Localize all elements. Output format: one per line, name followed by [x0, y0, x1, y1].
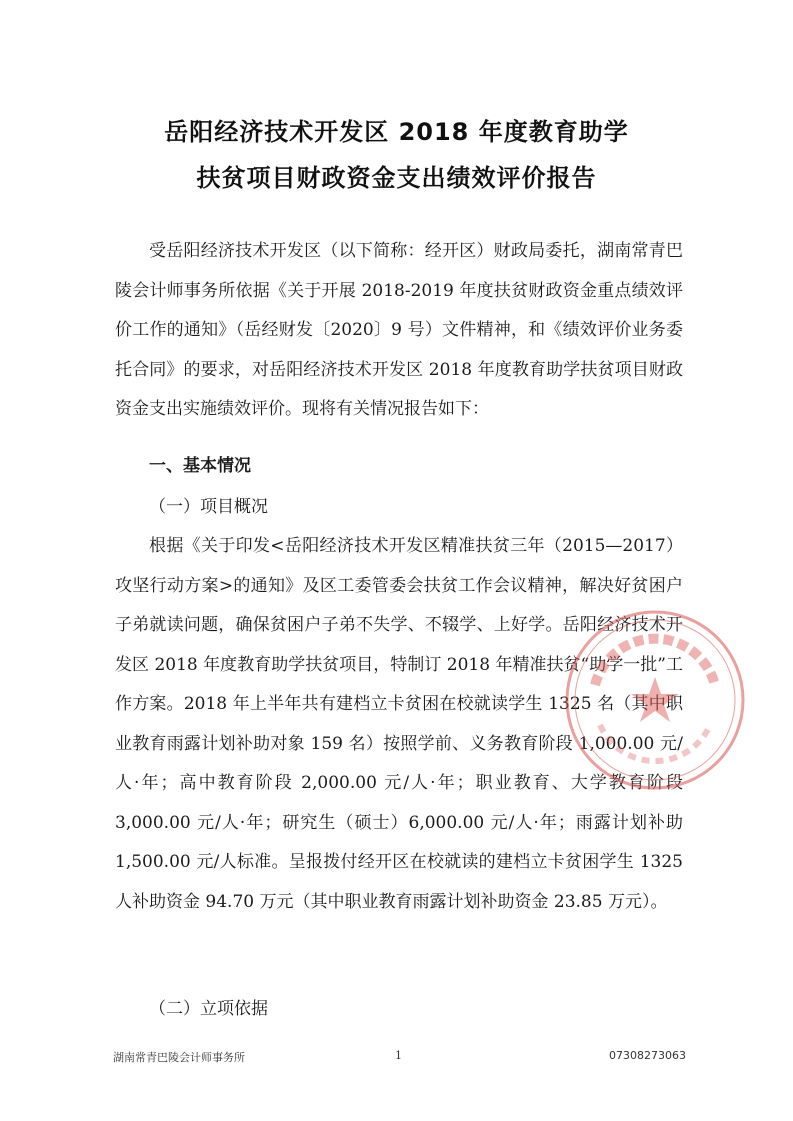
subsection-heading-project-basis: （二）立项依据: [149, 999, 268, 1019]
project-overview-paragraph: 根据《关于印发<岳阳经济技术开发区精准扶贫三年（2015—2017）攻坚行动方案>的通知》及区工委管委会扶贫工作会议精神，解决好贫困户子弟就读问题，确保贫困户子弟不失学、不辍学、上好学。岳阳经济技术开发区 2018 年度教育助学扶贫项目，特制订 2018 年精准扶贫“助学一批”工作方案。2018 年上半年共有建档立卡贫困在校就读学生 1325 名（其中职业教育雨露计划补助对象 159 名）按照学前、义务教育阶段 1,000.00 元/人·年；高中教育阶段 2,000.00 元/人·年；职业教育、大学教育阶段 3,000.00 元/人·年；研究生（硕士）6,000.00 元/人·年；雨露计划补助 1,500.00 元/人标准。呈报拨付经开区在校就读的建档立卡贫困学生 1325 人补助资金 94.70 万元（其中职业教育雨露计划补助资金 23.85 万元）。: [115, 536, 683, 912]
report-title-line-1: 岳阳经济技术开发区 2018 年度教育助学: [164, 118, 629, 146]
footer-phone: 07308273063: [609, 1049, 686, 1062]
intro-paragraph: 受岳阳经济技术开发区（以下简称：经开区）财政局委托，湖南常青巴陵会计师事务所依据《关于开展 2018-2019 年度扶贫财政资金重点绩效评价工作的通知》（岳经财发〔2020〕9 号）文件精神，和《绩效评价业务委托合同》的要求，对岳阳经济技术开发区 2018 年度教育助学扶贫项目财政资金支出实施绩效评价。现将有关情况报告如下：: [115, 241, 683, 419]
subsection-heading-project-overview: （一）项目概况: [149, 497, 268, 517]
footer-firm-name: 湖南常青巴陵会计师事务所: [113, 1051, 245, 1064]
intro-section: [115, 232, 683, 430]
footer-page-number: 1: [395, 1049, 402, 1062]
project-overview-section: [115, 527, 683, 922]
section-heading-basic-info: 一、基本情况: [149, 456, 251, 476]
report-title-line-2: 扶贫项目财政资金支出绩效评价报告: [196, 164, 597, 192]
